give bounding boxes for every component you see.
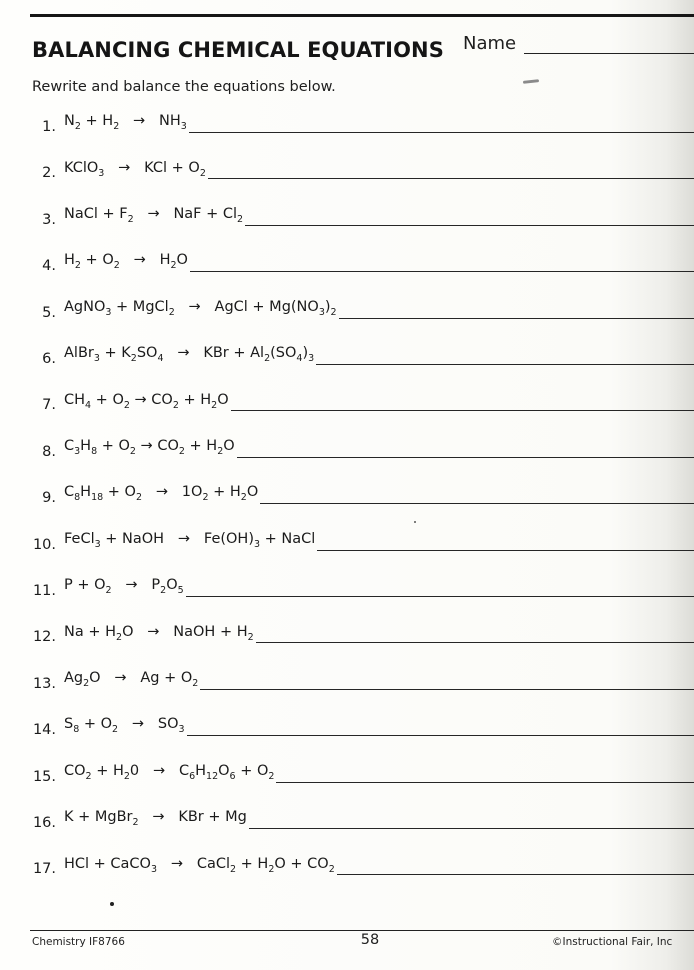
instructions: Rewrite and balance the equations below.: [32, 79, 336, 95]
equation-text: NaCl + $F_2$ → NaF + $Cl_2$: [64, 205, 244, 225]
equation-row: [0, 570, 694, 600]
equation-text: AlBr$_3$ + $K_2SO_4$ → KBr + $Al_2(SO_4)_3$: [64, 345, 315, 364]
answer-line[interactable]: [237, 457, 694, 458]
answer-line[interactable]: [260, 503, 694, 504]
name-field[interactable]: [524, 53, 694, 54]
equation-number: 9.: [42, 490, 56, 507]
answer-line[interactable]: [249, 828, 694, 829]
answer-line[interactable]: [316, 364, 694, 365]
footer-copyright: ©Instructional Fair, Inc: [552, 936, 673, 948]
answer-line[interactable]: [245, 225, 694, 226]
equation-number: 2.: [42, 165, 56, 182]
answer-line[interactable]: [337, 874, 694, 875]
equation-number: 15.: [32, 768, 56, 785]
equation-text: K + MgBr$_2$ → KBr + Mg: [64, 809, 247, 828]
equation-number: 6.: [42, 351, 56, 367]
equation-row: [0, 477, 694, 507]
equation-number: 3.: [42, 211, 56, 228]
equation-text: AgNO$_3$ + MgCl$_2$ → AgCl + $Mg(NO_3)_2$: [64, 298, 337, 318]
answer-line[interactable]: [231, 410, 694, 411]
answer-line[interactable]: [186, 596, 694, 597]
equation-row: [0, 152, 694, 182]
page-number: 58: [360, 932, 380, 948]
equation-text: HCl + CaCO$_3$ → CaCl$_2$ + $H_2O + CO_2$: [64, 855, 335, 875]
answer-line[interactable]: [190, 271, 694, 272]
equation-row: [0, 848, 694, 878]
equation-text: $C_3H_8 + O_2 \to CO_2 + H_2O$: [64, 437, 235, 457]
paper-speck: [414, 521, 416, 523]
equation-row: [0, 245, 694, 275]
equation-text: $Ag_2O \to Ag + O_2$: [64, 669, 199, 689]
answer-line[interactable]: [339, 318, 694, 319]
equation-text: $P + O_2 \to P_2O_5$: [64, 577, 184, 596]
answer-line[interactable]: [189, 132, 694, 133]
answer-line[interactable]: [276, 782, 694, 783]
equation-row: [0, 431, 694, 461]
equation-number: 12.: [32, 629, 56, 646]
equation-number: 5.: [42, 304, 56, 321]
equation-row: [0, 756, 694, 786]
equation-row: [0, 802, 694, 832]
answer-line[interactable]: [187, 735, 694, 736]
equation-number: 14.: [32, 722, 56, 739]
equation-text: $Na + H_2O$ → NaOH + $H_2$: [64, 623, 254, 643]
equation-text: $CH_4 + O_2 \to CO_2 + H_2O$: [64, 391, 229, 411]
equation-row: [0, 384, 694, 414]
equation-number: 7.: [42, 397, 56, 414]
equation-number: 4.: [42, 258, 56, 275]
pencil-mark: [523, 79, 539, 84]
equation-text: $H_2 + O_2 \to H_2O$: [64, 252, 188, 272]
equation-text: $C_8H_{18} + O_2 \to 1O_2 + H_2O$: [64, 484, 259, 504]
pencil-dot: [110, 902, 114, 906]
equation-row: [0, 106, 694, 136]
equation-number: 13.: [32, 675, 56, 692]
equation-number: 16.: [32, 815, 56, 831]
equation-row: [0, 338, 694, 368]
equation-number: 10.: [32, 536, 56, 553]
name-label: Name: [463, 33, 517, 54]
equation-number: 1.: [42, 119, 56, 135]
equation-text: $N_2 + H_2 \to NH_3$: [64, 113, 187, 132]
equation-number: 11.: [32, 583, 56, 599]
answer-line[interactable]: [200, 689, 694, 690]
answer-line[interactable]: [317, 550, 694, 551]
equation-row: [0, 524, 694, 554]
equation-row: [0, 616, 694, 646]
footer-rule: [30, 930, 694, 931]
equation-row: [0, 709, 694, 739]
page-title: BALANCING CHEMICAL EQUATIONS: [32, 38, 444, 62]
equation-text: FeCl$_3$ + NaOH → $Fe(OH)_3$ + NaCl: [64, 530, 316, 550]
equation-text: $S_8 + O_2 \to SO_3$: [64, 716, 185, 736]
answer-line[interactable]: [256, 642, 694, 643]
footer-book-code: Chemistry IF8766: [32, 936, 125, 948]
equation-row: [0, 199, 694, 229]
equation-number: 8.: [42, 443, 56, 460]
equation-text: $CO_2 + H_20 \to C_6H_{12}O_6 + O_2$: [64, 762, 275, 782]
equation-row: [0, 663, 694, 693]
equation-row: [0, 292, 694, 322]
equation-number: 17.: [32, 861, 56, 878]
answer-line[interactable]: [208, 178, 694, 179]
equation-text: KClO$_3$ → KCl + $O_2$: [64, 159, 206, 179]
top-rule: [30, 14, 694, 17]
